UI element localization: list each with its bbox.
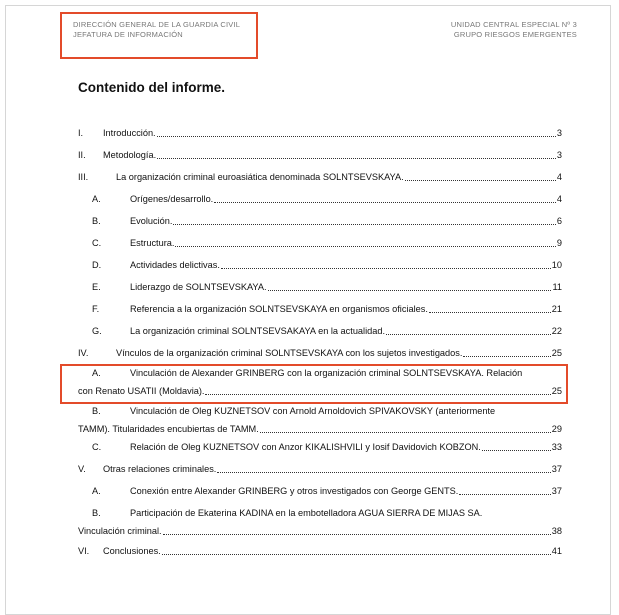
toc-entry[interactable] bbox=[78, 442, 562, 453]
toc-leader-dots bbox=[429, 311, 551, 313]
toc-leader-dots bbox=[221, 267, 551, 269]
toc-entry[interactable] bbox=[78, 128, 562, 139]
header-left-line1: DIRECCIÓN GENERAL DE LA GUARDIA CIVIL bbox=[73, 20, 241, 29]
toc-entry-page: 6 bbox=[556, 216, 562, 226]
toc-entry-number: A. bbox=[92, 368, 101, 378]
toc-entry[interactable] bbox=[78, 260, 562, 271]
toc-entry-page: 33 bbox=[551, 442, 562, 452]
toc-entry[interactable] bbox=[78, 238, 562, 249]
toc-leader-dots bbox=[405, 179, 556, 181]
header-right-line1: UNIDAD CENTRAL ESPECIAL Nº 3 bbox=[450, 20, 577, 29]
toc-entry[interactable] bbox=[78, 304, 562, 315]
toc-entry-title: Orígenes/desarrollo. bbox=[130, 194, 214, 204]
toc-entry-title: La organización criminal euroasiática denominada SOLNTSEVSKAYA. bbox=[116, 172, 404, 182]
toc-leader-dots bbox=[268, 289, 552, 291]
toc-entry-page: 9 bbox=[556, 238, 562, 248]
toc-leader-dots bbox=[214, 201, 556, 203]
toc-entry-page: 4 bbox=[556, 194, 562, 204]
toc-entry-number: V. bbox=[78, 464, 86, 474]
toc-entry[interactable] bbox=[78, 546, 562, 557]
toc-entry[interactable] bbox=[78, 282, 562, 293]
toc-entry-title: Relación de Oleg KUZNETSOV con Anzor KIKALISHVILI y Iosif Davidovich KOBZON. bbox=[130, 442, 481, 452]
toc-entry-title: Metodología. bbox=[103, 150, 157, 160]
toc-entry[interactable] bbox=[78, 216, 562, 227]
toc-entry-page: 41 bbox=[551, 546, 562, 556]
toc-entry-page: 11 bbox=[552, 282, 562, 292]
toc-entry-title: Vinculación de Oleg KUZNETSOV con Arnold Arnoldovich SPIVAKOVSKY (anteriormente bbox=[130, 406, 496, 416]
header-left-line2: JEFATURA DE INFORMACIÓN bbox=[73, 30, 183, 39]
toc-entry-number: A. bbox=[92, 194, 101, 204]
toc-entry-page: 37 bbox=[551, 464, 562, 474]
toc-entry[interactable] bbox=[78, 486, 562, 497]
toc-entry-number: C. bbox=[92, 442, 102, 452]
toc-leader-dots bbox=[217, 471, 550, 473]
toc-entry-number: II. bbox=[78, 150, 86, 160]
highlight-box-entry bbox=[60, 364, 568, 404]
toc-entry[interactable] bbox=[78, 508, 562, 537]
toc-entry-title: Liderazgo de SOLNTSEVSKAYA. bbox=[130, 282, 267, 292]
toc-leader-dots bbox=[162, 553, 551, 555]
toc-entry-title: Conexión entre Alexander GRINBERG y otros investigados con George GENTS. bbox=[130, 486, 459, 496]
toc-entry[interactable] bbox=[78, 464, 562, 475]
toc-entry-number: III. bbox=[78, 172, 89, 182]
toc-leader-dots bbox=[175, 245, 555, 247]
toc-entry-title-continued: Vinculación criminal. bbox=[78, 526, 162, 536]
toc-entry[interactable] bbox=[78, 406, 562, 435]
header-right bbox=[451, 20, 577, 40]
toc-leader-dots bbox=[260, 431, 551, 433]
toc-entry-number: C. bbox=[92, 238, 102, 248]
toc-entry-title-continued: TAMM). Titularidades encubiertas de TAMM. bbox=[78, 424, 259, 434]
toc-entry-number: I. bbox=[78, 128, 84, 138]
toc-entry-title: Estructura. bbox=[130, 238, 175, 248]
highlight-box-header bbox=[60, 12, 258, 59]
toc-entry-page: 4 bbox=[556, 172, 562, 182]
toc-entry-page: 3 bbox=[556, 128, 562, 138]
toc-entry-title: Otras relaciones criminales. bbox=[103, 464, 217, 474]
toc-entry-title: Conclusiones. bbox=[103, 546, 161, 556]
toc-entry[interactable] bbox=[78, 348, 562, 359]
toc-entry-page: 10 bbox=[551, 260, 562, 270]
toc-entry-title: Introducción. bbox=[103, 128, 156, 138]
toc-entry-number: E. bbox=[92, 282, 101, 292]
toc-entry-page: 37 bbox=[551, 486, 562, 496]
toc-entry-title: Vínculos de la organización criminal SOLNTSEVSKAYA con los sujetos investigados. bbox=[116, 348, 463, 358]
toc-entry-number: B. bbox=[92, 508, 101, 518]
toc-entry-title: Actividades delictivas. bbox=[130, 260, 220, 270]
toc-entry-title-continued: con Renato USATII (Moldavia). bbox=[78, 386, 205, 396]
toc-entry-page: 25 bbox=[551, 348, 562, 358]
toc-leader-dots bbox=[459, 493, 550, 495]
page-title: Contenido del informe. bbox=[78, 80, 225, 95]
toc-entry-title: Participación de Ekaterina KADINA en la embotelladora AGUA SIERRA DE MIJAS SA. bbox=[130, 508, 483, 518]
toc-entry-title: Vinculación de Alexander GRINBERG con la organización criminal SOLNTSEVSKAYA. Relación bbox=[130, 368, 523, 378]
toc-entry-page: 22 bbox=[551, 326, 562, 336]
toc-entry-number: D. bbox=[92, 260, 102, 270]
toc-entry-title: Evolución. bbox=[130, 216, 173, 226]
toc-entry-page: 38 bbox=[551, 526, 562, 536]
toc-entry-page: 3 bbox=[556, 150, 562, 160]
toc-entry-number: VI. bbox=[78, 546, 90, 556]
toc-leader-dots bbox=[173, 223, 555, 225]
toc-entry-page: 29 bbox=[551, 424, 562, 434]
toc-entry-title: La organización criminal SOLNTSEVSAKAYA en la actualidad. bbox=[130, 326, 385, 336]
toc-entry-number: F. bbox=[92, 304, 100, 314]
toc-leader-dots bbox=[463, 355, 550, 357]
header-right-line2: GRUPO RIESGOS EMERGENTES bbox=[453, 30, 577, 39]
toc-entry-number: G. bbox=[92, 326, 102, 336]
toc-entry[interactable] bbox=[78, 172, 562, 183]
toc-leader-dots bbox=[482, 449, 551, 451]
toc-leader-dots bbox=[386, 333, 551, 335]
toc-entry[interactable] bbox=[78, 150, 562, 161]
toc-entry-number: A. bbox=[92, 486, 101, 496]
toc-entry[interactable] bbox=[78, 194, 562, 205]
toc-entry-title: Referencia a la organización SOLNTSEVSKAYA en organismos oficiales. bbox=[130, 304, 428, 314]
toc-entry[interactable] bbox=[78, 326, 562, 337]
toc-entry-page: 25 bbox=[551, 386, 562, 396]
toc-entry-page: 21 bbox=[551, 304, 562, 314]
toc-leader-dots bbox=[157, 157, 556, 159]
toc-entry-number: B. bbox=[92, 406, 101, 416]
toc-entry-number: B. bbox=[92, 216, 101, 226]
toc-leader-dots bbox=[157, 135, 556, 137]
toc-leader-dots bbox=[163, 533, 551, 535]
toc-entry-number: IV. bbox=[78, 348, 89, 358]
